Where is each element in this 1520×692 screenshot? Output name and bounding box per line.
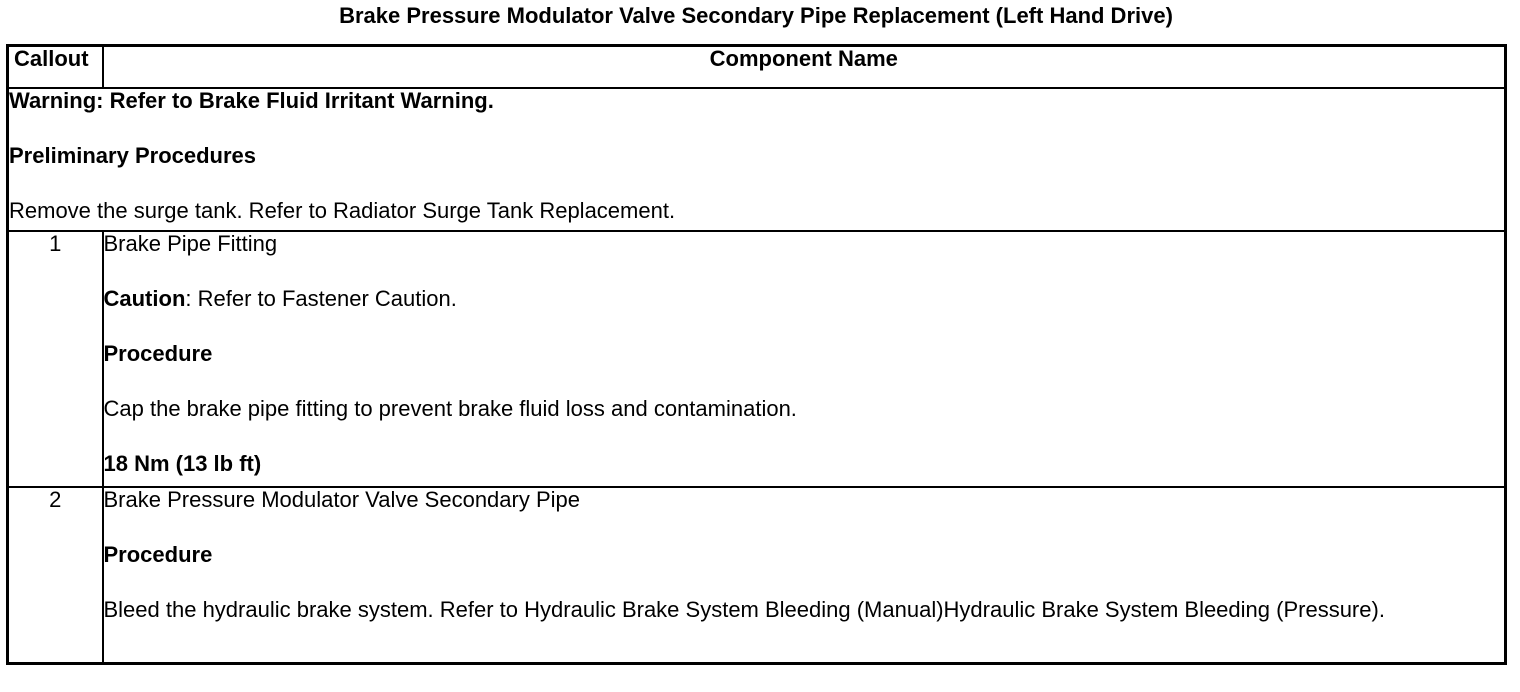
table-row [8, 487, 1506, 664]
document-title: Brake Pressure Modulator Valve Secondary Pipe Replacement (Left Hand Drive) [339, 3, 1173, 28]
component-cell [103, 231, 1506, 487]
component-table [6, 44, 1507, 665]
preliminary-text: Remove the surge tank. Refer to Radiator Surge Tank Replacement. [9, 198, 676, 223]
caution-label: Caution [103, 286, 186, 311]
callout-number: 2 [8, 487, 103, 664]
component-name: Brake Pressure Modulator Valve Secondary Pipe [103, 487, 581, 512]
intro-cell [8, 88, 1506, 231]
caution-text: : Refer to Fastener Caution. [185, 286, 457, 311]
procedure-heading: Procedure [103, 341, 213, 366]
intro-row [8, 88, 1506, 231]
procedure-text: Bleed the hydraulic brake system. Refer to Hydraulic Brake System Bleeding (Manual)Hydraulic Brake System Bleeding (Pressure). [103, 597, 1385, 622]
component-cell [103, 487, 1506, 664]
procedure-text: Cap the brake pipe fitting to prevent brake fluid loss and contamination. [103, 396, 797, 421]
caution-line [104, 287, 1505, 311]
procedure-heading: Procedure [103, 542, 213, 567]
component-name: Brake Pipe Fitting [103, 231, 278, 256]
callout-number: 1 [8, 231, 103, 487]
table-header-row [8, 46, 1506, 89]
warning-text: Warning: Refer to Brake Fluid Irritant Warning. [9, 88, 494, 113]
component-name-header: Component Name [103, 46, 1506, 89]
table-row [8, 231, 1506, 487]
preliminary-heading: Preliminary Procedures [9, 143, 257, 168]
callout-header: Callout [8, 46, 103, 89]
torque-spec: 18 Nm (13 lb ft) [103, 451, 262, 476]
